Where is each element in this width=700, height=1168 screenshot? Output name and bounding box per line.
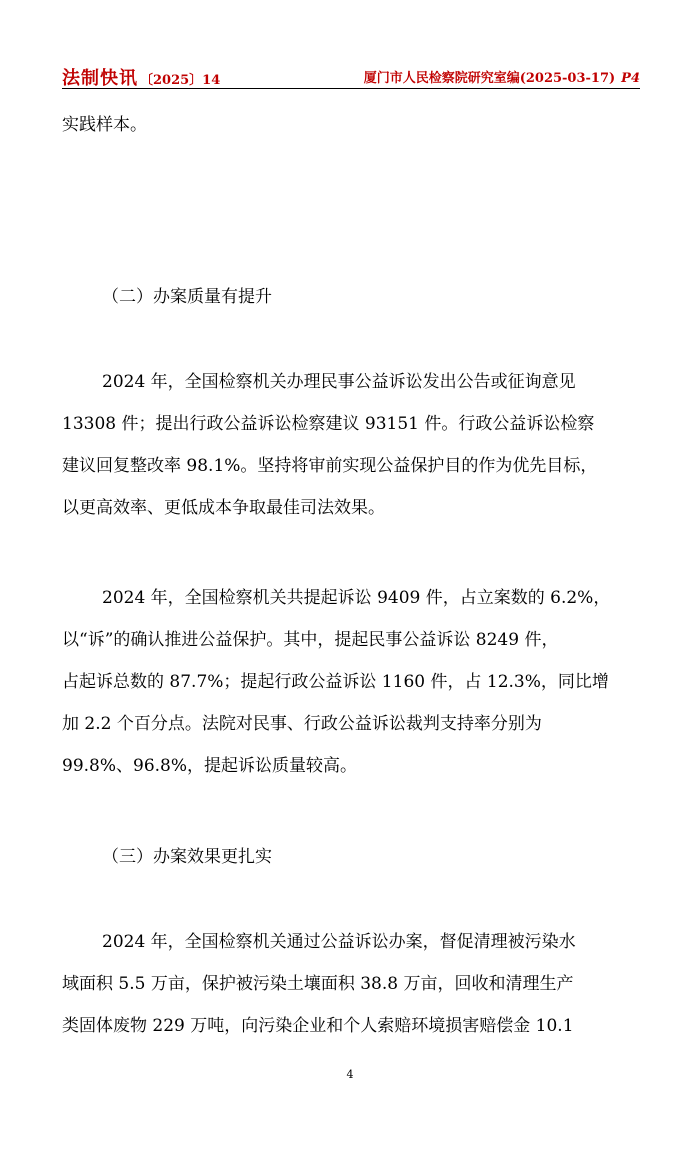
continuation-line: 实践样本。: [62, 115, 147, 135]
page-header: [62, 64, 640, 90]
paragraph-line: 13308 件；提出行政公益诉讼检察建议 93151 件。行政公益诉讼检察: [62, 414, 595, 434]
continuation-text: [62, 104, 640, 146]
header-rule: [62, 88, 640, 89]
paragraph-line: 以更高效率、更低成本争取最佳司法效果。: [62, 498, 385, 518]
paragraph-line: 域面积 5.5 万亩，保护被污染土壤面积 38.8 万亩，回收和清理生产: [62, 974, 574, 994]
section-heading-2: （二）办案质量有提升: [102, 287, 272, 307]
paragraph-line: 99.8%、96.8%，提起诉讼质量较高。: [62, 756, 358, 776]
publisher-line: 厦门市人民检察院研究室编(2025-03-17): [363, 71, 616, 86]
paragraph-line: 以“诉”的确认推进公益保护。其中，提起民事公益诉讼 8249 件，: [62, 630, 559, 650]
header-right: [364, 67, 640, 86]
page-number: 4: [346, 1068, 354, 1081]
paragraph-1: [62, 361, 640, 529]
header-left: [62, 64, 220, 90]
issue-number: 〔2025〕14: [140, 73, 221, 88]
paragraph-line: 2024 年，全国检察机关共提起诉讼 9409 件，占立案数的 6.2%，: [102, 588, 611, 608]
paragraph-line: 建议回复整改率 98.1%。坚持将审前实现公益保护目的作为优先目标，: [62, 456, 598, 476]
section-heading-3: （三）办案效果更扎实: [102, 847, 272, 867]
paragraph-2: [62, 577, 640, 787]
page-tag: P4: [621, 71, 640, 86]
paragraph-3: [62, 921, 640, 1047]
paragraph-line: 占起诉总数的 87.7%；提起行政公益诉讼 1160 件，占 12.3%，同比增: [62, 672, 609, 692]
publication-brand: 法制快讯: [62, 68, 138, 89]
paragraph-line: 加 2.2 个百分点。法院对民事、行政公益诉讼裁判支持率分别为: [62, 714, 542, 734]
paragraph-line: 类固体废物 229 万吨，向污染企业和个人索赔环境损害赔偿金 10.1: [62, 1016, 574, 1036]
paragraph-line: 2024 年，全国检察机关通过公益诉讼办案，督促清理被污染水: [102, 932, 576, 952]
paragraph-line: 2024 年，全国检察机关办理民事公益诉讼发出公告或征询意见: [102, 372, 576, 392]
